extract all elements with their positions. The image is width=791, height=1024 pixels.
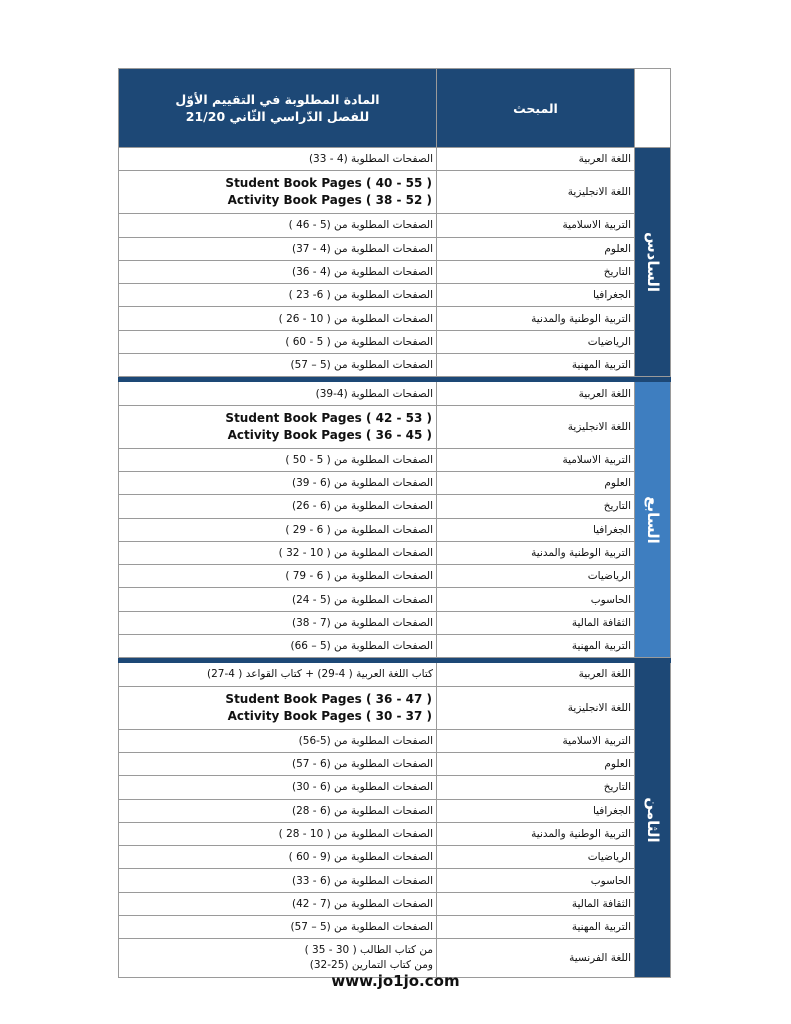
subject-cell: التربية الاسلامية (437, 214, 635, 237)
table-row (119, 330, 671, 353)
material-line: من كتاب الطالب ( 30 - 35 ) (304, 944, 433, 957)
table-row (119, 799, 671, 822)
material-cell: الصفحات المطلوبة من (5 - 24) (119, 588, 437, 611)
grade-label: السادس (643, 232, 662, 293)
subject-cell: التاريخ (437, 260, 635, 283)
subject-cell: اللغة الانجليزية (437, 686, 635, 729)
material-cell: الصفحات المطلوبة من ( 6- 23 ) (119, 284, 437, 307)
subject-cell: الجغرافيا (437, 284, 635, 307)
material-cell: الصفحات المطلوبة من ( 10 - 26 ) (119, 307, 437, 330)
material-cell (119, 171, 437, 214)
material-line: Student Book Pages ( 42 - 53 ) (225, 410, 432, 425)
subject-header: المبحث (437, 69, 635, 148)
table-row (119, 405, 671, 448)
subject-cell: التربية المهنية (437, 635, 635, 658)
subject-cell: العلوم (437, 752, 635, 775)
table-row (119, 448, 671, 471)
table-row (119, 284, 671, 307)
subject-cell: اللغة العربية (437, 663, 635, 686)
material-cell: الصفحات المطلوبة من ( 6 - 29 ) (119, 518, 437, 541)
table-row (119, 148, 671, 171)
subject-cell: الحاسوب (437, 869, 635, 892)
table-row (119, 611, 671, 634)
curriculum-table (118, 68, 671, 978)
material-cell: الصفحات المطلوبة من (5-56) (119, 729, 437, 752)
material-header-line2: للفصل الدّراسي الثّاني 21/20 (185, 109, 370, 124)
subject-cell: التاريخ (437, 495, 635, 518)
material-cell: الصفحات المطلوبة من (5 - 46 ) (119, 214, 437, 237)
subject-cell: العلوم (437, 237, 635, 260)
grade-header-empty (635, 69, 671, 148)
subject-cell: الرياضيات (437, 565, 635, 588)
subject-cell: التربية المهنية (437, 916, 635, 939)
material-cell: الصفحات المطلوبة (4-39) (119, 382, 437, 405)
material-cell: الصفحات المطلوبة من ( 5 - 50 ) (119, 448, 437, 471)
material-cell: الصفحات المطلوبة من (5 – 57) (119, 354, 437, 377)
subject-cell: اللغة الانجليزية (437, 405, 635, 448)
material-cell (119, 686, 437, 729)
subject-cell: التاريخ (437, 776, 635, 799)
subject-cell: اللغة الفرنسية (437, 939, 635, 978)
grade-cell (635, 382, 671, 658)
subject-cell: التربية الوطنية والمدنية (437, 822, 635, 845)
material-line: ومن كتاب التمارين (25-32) (309, 959, 433, 972)
subject-cell: العلوم (437, 471, 635, 494)
table-row (119, 686, 671, 729)
table-row (119, 663, 671, 686)
subject-cell: الجغرافيا (437, 799, 635, 822)
table-header-row (119, 69, 671, 148)
table-row (119, 382, 671, 405)
material-line: Student Book Pages ( 40 - 55 ) (225, 176, 432, 191)
material-header-line1: المادة المطلوبة في التقييم الأوّل (175, 92, 380, 107)
material-cell: الصفحات المطلوبة من (4 - 37) (119, 237, 437, 260)
table-row (119, 729, 671, 752)
table-row (119, 892, 671, 915)
subject-cell: التربية الاسلامية (437, 448, 635, 471)
table-row (119, 916, 671, 939)
table-row (119, 541, 671, 564)
material-cell: الصفحات المطلوبة من ( 10 - 28 ) (119, 822, 437, 845)
subject-cell: الرياضيات (437, 846, 635, 869)
table-row (119, 171, 671, 214)
subject-cell: التربية الاسلامية (437, 729, 635, 752)
grade-cell (635, 663, 671, 978)
table-row (119, 752, 671, 775)
material-line: Activity Book Pages ( 36 - 45 ) (227, 427, 432, 442)
material-cell: الصفحات المطلوبة من (7 - 38) (119, 611, 437, 634)
subject-cell: الرياضيات (437, 330, 635, 353)
subject-cell: اللغة العربية (437, 148, 635, 171)
material-cell: الصفحات المطلوبة من (6 - 33) (119, 869, 437, 892)
material-cell: الصفحات المطلوبة من (6 - 28) (119, 799, 437, 822)
grade-cell (635, 148, 671, 377)
table-row (119, 846, 671, 869)
table-row (119, 635, 671, 658)
material-cell: الصفحات المطلوبة من (4 - 36) (119, 260, 437, 283)
material-line: Activity Book Pages ( 30 - 37 ) (227, 708, 432, 723)
material-cell: كتاب اللغة العربية ( 4-29) + كتاب القواعد ( 4-27) (119, 663, 437, 686)
table-row (119, 776, 671, 799)
subject-cell: الحاسوب (437, 588, 635, 611)
material-cell: الصفحات المطلوبة من (6 - 26) (119, 495, 437, 518)
table-row (119, 565, 671, 588)
material-cell: الصفحات المطلوبة من (5 – 57) (119, 916, 437, 939)
table-row (119, 214, 671, 237)
table-row (119, 354, 671, 377)
table-row (119, 518, 671, 541)
material-cell: الصفحات المطلوبة من (7 - 42) (119, 892, 437, 915)
material-line: Activity Book Pages ( 38 - 52 ) (227, 193, 432, 208)
table-row (119, 471, 671, 494)
subject-cell: التربية الوطنية والمدنية (437, 307, 635, 330)
material-cell: الصفحات المطلوبة من (6 - 39) (119, 471, 437, 494)
subject-cell: اللغة العربية (437, 382, 635, 405)
subject-cell: الجغرافيا (437, 518, 635, 541)
table-row (119, 822, 671, 845)
subject-cell: الثقافة المالية (437, 892, 635, 915)
material-cell: الصفحات المطلوبة من ( 6 - 79 ) (119, 565, 437, 588)
material-cell: الصفحات المطلوبة من (6 - 57) (119, 752, 437, 775)
material-cell: الصفحات المطلوبة من ( 10 - 32 ) (119, 541, 437, 564)
material-header (119, 69, 437, 148)
material-line: Student Book Pages ( 36 - 47 ) (225, 691, 432, 706)
material-cell (119, 405, 437, 448)
table-row (119, 237, 671, 260)
material-cell: الصفحات المطلوبة (4 - 33) (119, 148, 437, 171)
material-cell: الصفحات المطلوبة من (9 - 60 ) (119, 846, 437, 869)
footer-url: www.jo1jo.com (331, 972, 460, 990)
grade-label: السابع (643, 496, 662, 544)
table-row (119, 588, 671, 611)
material-cell: الصفحات المطلوبة من ( 5 - 60 ) (119, 330, 437, 353)
grade-label: الثامن (643, 797, 662, 843)
table-row (119, 869, 671, 892)
subject-cell: التربية المهنية (437, 354, 635, 377)
table-row (119, 260, 671, 283)
subject-cell: الثقافة المالية (437, 611, 635, 634)
table-row (119, 495, 671, 518)
material-cell: الصفحات المطلوبة من (5 – 66) (119, 635, 437, 658)
material-cell: الصفحات المطلوبة من (6 - 30) (119, 776, 437, 799)
table-row (119, 307, 671, 330)
subject-cell: اللغة الانجليزية (437, 171, 635, 214)
subject-cell: التربية الوطنية والمدنية (437, 541, 635, 564)
